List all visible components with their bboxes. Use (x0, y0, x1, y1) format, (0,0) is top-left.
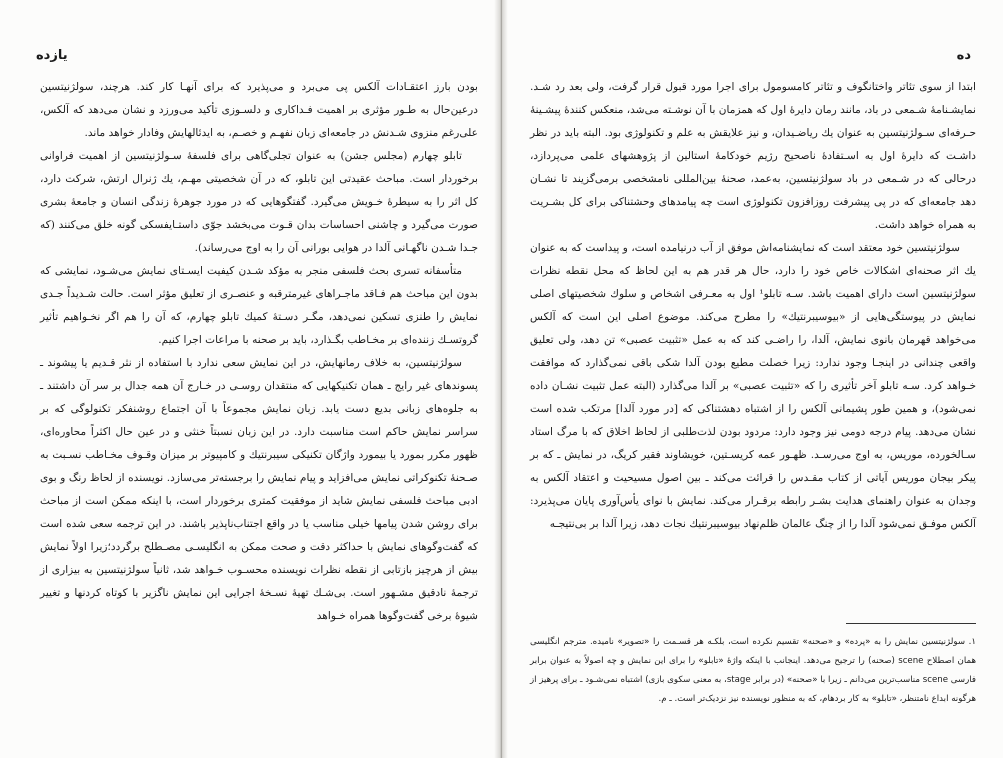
paragraph: متأسفانه تسری بحث فلسفی منجر به مؤکد شـدن کیفیت ایسـتای نمایش می‌شـود، نمایشی که بدون این مباحث هم فـاقد ماجـراهای غیرمترقبه و عنصـری از تعلیق مؤثر است. حالت شـدیداً جـدی نمایش را طنزی تسکین نمی‌دهد، مگـر دسـتهٔ کمیك تابلو چهارم، که آن را هم اگر نخـواهیم تأثیر گروتسـك زننده‌ای بر مخـاطب بگـذارد، باید بر صحنه با مراعات اجرا کنیم. (40, 265, 478, 346)
paragraph: سولژنیتسین خود معتقد است که نمایشنامه‌اش موفق از آب درنیامده است، و پیداست که به عنوان یك اثر صحنه‌ای اشکالات خاص خود را دارد، حال هر قدر هم به این لحاظ که محل نقطه نظرات سولژنیتسین است دارای اهمیت باشد. سـه تابلو¹ اول به معـرفی اشخاص و سلوك شخصیتهای اصلی نمایش در پیوستگی‌هایی از «بیوسیبرنتیك» را مطرح می‌کند. موضوع اصلی این است که آلکس می‌خواهد قهرمان بانوی نمایش، آلدا، را راضـی کند که به عمل «تثبیت عصبی» تن دهد، ولی تعلیق واقعی چندانی در اینجـا وجود ندارد: زیرا خصلت مطیع بودن آلدا شکی باقی نمی‌گذارد که موافقت خـواهد کرد. سـه تابلو آخر تأثیری را که «تثبیت عصبی» بر آلدا می‌گذارد (البته عمل تثبیت نشـان داده نمی‌شود)، و همین طور پشیمانی آلکس را از اشتباه دهشتناکی که [در مورد آلدا] مرتکب شده است نشان می‌دهد. پیام درجه دومی نیز وجود دارد: مردود بودن لذت‌طلبی از لحاظ اخلاق که با مرگ استاد سـالخورده، موریس، به اوج می‌رسـد. ظهـور عمه کریسـتین، خویشاوند فقیر کریگ، در نمایش ـ که بر پیکر بیجان موریس آیاتی از کتاب مقـدس را قرائت می‌کند ـ بین اصول مسیحیت و اعتقاد آلکس به وجدان به عنوان راهنمای هدایت بشـر رابطه برقـرار می‌کند. نمایش با نوای یأس‌آوری پایان می‌پذیرد: آلکس موفـق نمی‌شود آلدا را از چنگ عالمان ظلم‌نهاد بیوسیبرنتیك نجات دهد، زیرا آلدا بر بی‌نتیجـه (530, 242, 976, 530)
footnote (530, 633, 976, 709)
paragraph: تابلو چهارم (مجلس جشن) به عنوان تجلی‌گاهی برای فلسفهٔ سـولژنیتسین از اهمیت فراوانی برخوردار است. مباحث عقیدتی این تابلو، که در آن شخصیتی مهـم، یك ژنرال ارتش، شرکت دارد، کل اثر را به سیطرهٔ خـویش می‌گیرد. گفتگوهایی که در مورد جوهرهٔ زندگی انسان و جامعهٔ بشری صورت می‌گیرد و چاشنی احساسات بدان قـوت می‌بخشد جوّی داستـایفسکی گونه خلق می‌کنند (که جـدا شـدن ناگهـانی آلدا در هوایی بورانی آن را به اوج می‌رساند). (40, 150, 478, 254)
paragraph: سولژنیتسین، به خلاف رمانهایش، در این نمایش سعی ندارد با استفاده از نثر قـدیم یا پیشوند ـ پسوندهای غیر رایج ـ همان تکنیکهایی که منتقدان روسـی در خـارج آن همه جدال بر سر آن داشتند ـ به جلوه‌های زبانی بدیع دست یابد. زبان نمایش مجموعاً با آن اجتماع روشنفکر تکنولوگی که بر سراسر نمایش حاکم است مناسبت دارد. در این زبان نسبتاً خنثی و در عین حال اکثراً محاوره‌ای، ظهور مکرر بمورد یا بیمورد واژگان تکنیکی سیبرنتیك و کامپیوتر بر میزان وقـوف مخـاطب نسـبت به صـحنهٔ تکنوکراتی نمایش می‌افزاید و پیام نمایش را برجسته‌تر می‌سازد. نویسنده از لحاظ رنگ و بوی ادبی مباحث فلسفی نمایش شاید از موفقیت کمتری برخوردار است، با اینکه ممکن است از مباحث برای روشن شدن پیامها خیلی مناسب یا در واقع اجتناب‌ناپذیر باشند. در این ترجمه سعی شده است که گفت‌وگوهای نمایش با حداکثر دقت و صحت ممکن به انگلیسـی مصـطلح برگردد؛زیرا اولاً نمایش بیش از هرچیز بازتابی از نقطه نظرات نویسنده محسـوب خـواهد شد، ثانیاً سولژنیتسین به بیزاری از ترجمهٔ نادقیق مشـهور است. بی‌شـك تهیهٔ نسـخهٔ اجرایی این نمایش ناگزیر با کوتاه کردنها و تغییر شیوهٔ برخی گفت‌وگوها همراه خـواهد (40, 357, 478, 622)
paragraph: ابتدا از سوی تئاتر واختانگوف و تئاتر کامسومول برای اجرا مورد قبول قرار گرفت، ولی بعد رد شـد. نمایشـنامهٔ شـمعی در باد، مانند رمان دایرهٔ اول که همزمان با آن نوشـته می‌شد، منعکس کنندهٔ پیشـینهٔ حـرفه‌ای سـولژنیتسین به عنوان یك ریاضـیدان، و نیز علایقش به علم و تکنولوژی بود. البته باید در نظر داشـت که دایرهٔ اول به اسـتفادهٔ ناصحیح رژیم خودکامهٔ استالین از پژوهشهای علمی می‌پردازد، درحالی که در شـمعی در باد سولژنیتسین، به‌عمد، صحنهٔ بین‌المللی نامشخصی برمی‌گزیند تا نشـان دهد جامعه‌ای که در پی پیشرفت روزافزون تکنولوژی است چه پیامدهای وحشتناکی برای کل بشـریت به همراه خواهد داشت. (530, 81, 976, 231)
page-body-text (40, 76, 478, 628)
right-page (508, 0, 1003, 758)
book-gutter (494, 0, 508, 758)
footnote-divider (846, 623, 976, 624)
footnote-text: ۱. سولژنیتسین نمایش را به «پرده» و «صحنه» تقسیم نکرده است، بلکـه هر قسـمت را «تصویر» نامیده. مترجم انگلیسی همان اصطلاح scene (صحنه) را ترجیح می‌دهد. اینجانب با اینکه واژهٔ «تابلو» را برای این نمایش و چه اصولاً به عنوان برابر فارسی scene مناسب‌ترین می‌دانم ـ زیرا با «صحنه» (در برابر stage، به معنی سکوی بازی) اشتباه نمی‌شـود ـ برای پرهیز از هرگونه ابداع نامتنظر، «تابلو» به کار بردهام، که به منظور نویسنده نیز نزدیک‌تر است. ـ م. (530, 637, 976, 704)
left-page (0, 0, 494, 758)
page-body-text (530, 76, 976, 536)
page-number: ده (956, 48, 971, 63)
paragraph: بودن بارز اعتقـادات آلکس پی می‌برد و می‌پذیرد که برای آنهـا کار کند. هرچند، سولژنیتسین درعین‌حال به طـور مؤثری بر اهمیت فـداکاری و دلسـوزی تأکید می‌ورزد و نشان می‌دهد که آلکس، علی‌رغم منزوی شـدنش در جامعه‌ای زبان نفهـم و خصـم، به ایدئالهایش وفادار خواهد ماند. (40, 81, 478, 139)
page-number: یازده (36, 48, 68, 63)
